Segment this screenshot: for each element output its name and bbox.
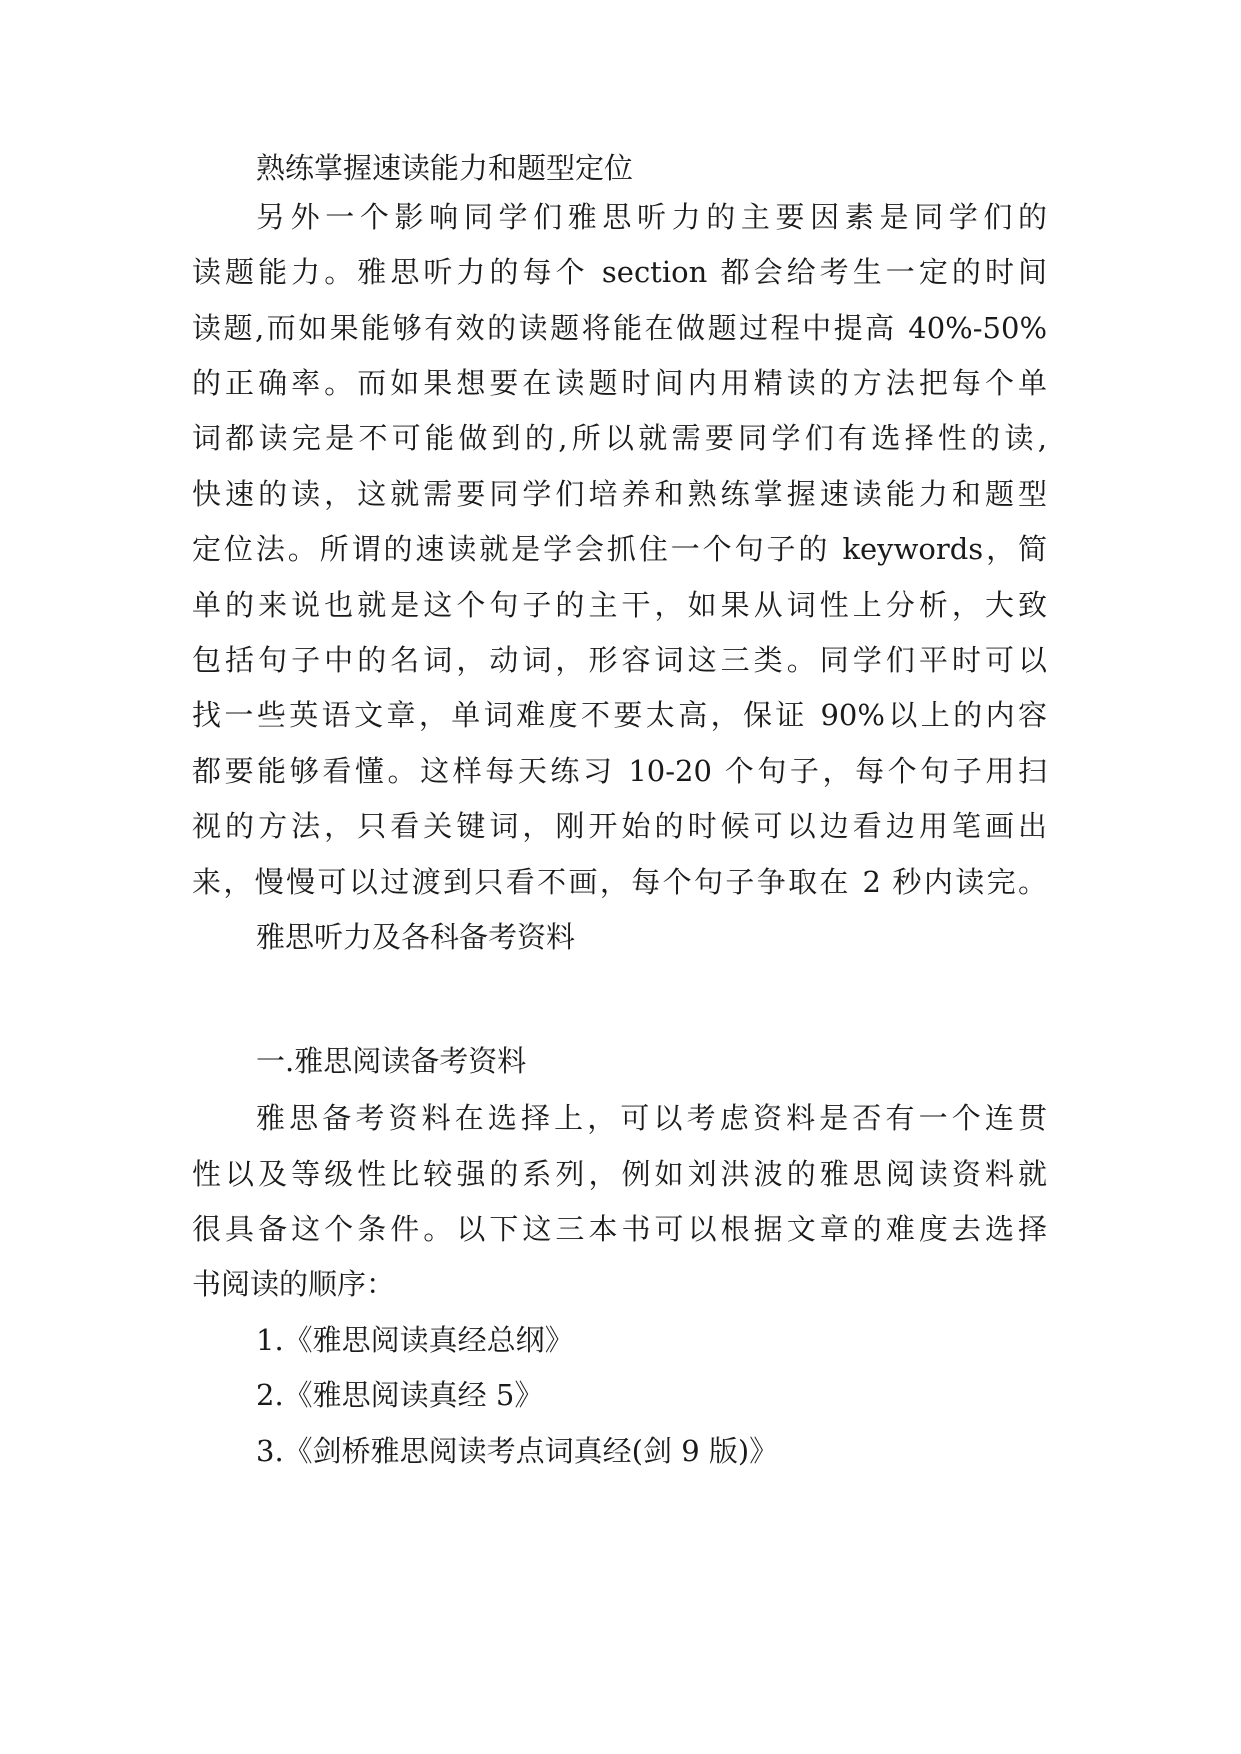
section-heading: 雅思听力及各科备考资料 [256, 920, 576, 954]
section-heading: 熟练掌握速读能力和题型定位 [256, 151, 634, 185]
paragraph-line: 快速的读，这就需要同学们培养和熟练掌握速读能力和题型 [192, 477, 1047, 511]
paragraph-line: 性以及等级性比较强的系列，例如刘洪波的雅思阅读资料就 [192, 1157, 1047, 1191]
paragraph-line: 包括句子中的名词，动词，形容词这三类。同学们平时可以 [192, 643, 1047, 677]
paragraph-line: 的正确率。而如果想要在读题时间内用精读的方法把每个单 [192, 366, 1047, 400]
paragraph-line: 来，慢慢可以过渡到只看不画，每个句子争取在 2 秒内读完。 [192, 865, 1047, 899]
paragraph-line: 另外一个影响同学们雅思听力的主要因素是同学们的 [256, 200, 1047, 234]
paragraph-line: 读题,而如果能够有效的读题将能在做题过程中提高 40%-50% [192, 311, 1047, 345]
paragraph-line: 雅思备考资料在选择上，可以考虑资料是否有一个连贯 [256, 1101, 1047, 1135]
paragraph-line: 书阅读的顺序： [192, 1267, 396, 1301]
subsection-title: 一.雅思阅读备考资料 [256, 1044, 527, 1078]
list-item: 2.《雅思阅读真经 5》 [256, 1378, 544, 1412]
paragraph-line: 读题能力。雅思听力的每个 section 都会给考生一定的时间 [192, 255, 1047, 289]
list-item: 3.《剑桥雅思阅读考点词真经(剑 9 版)》 [256, 1434, 779, 1468]
list-item: 1.《雅思阅读真经总纲》 [256, 1323, 574, 1357]
paragraph-line: 定位法。所谓的速读就是学会抓住一个句子的 keywords，简 [192, 532, 1047, 566]
paragraph-line: 都要能够看懂。这样每天练习 10-20 个句子，每个句子用扫 [192, 754, 1047, 788]
paragraph-line: 单的来说也就是这个句子的主干，如果从词性上分析，大致 [192, 588, 1047, 622]
paragraph-line: 视的方法，只看关键词，刚开始的时候可以边看边用笔画出 [192, 809, 1047, 843]
paragraph-line: 词都读完是不可能做到的,所以就需要同学们有选择性的读, [192, 421, 1047, 455]
paragraph-line: 找一些英语文章，单词难度不要太高，保证 90%以上的内容 [192, 698, 1047, 732]
paragraph-line: 很具备这个条件。以下这三本书可以根据文章的难度去选择 [192, 1212, 1047, 1246]
